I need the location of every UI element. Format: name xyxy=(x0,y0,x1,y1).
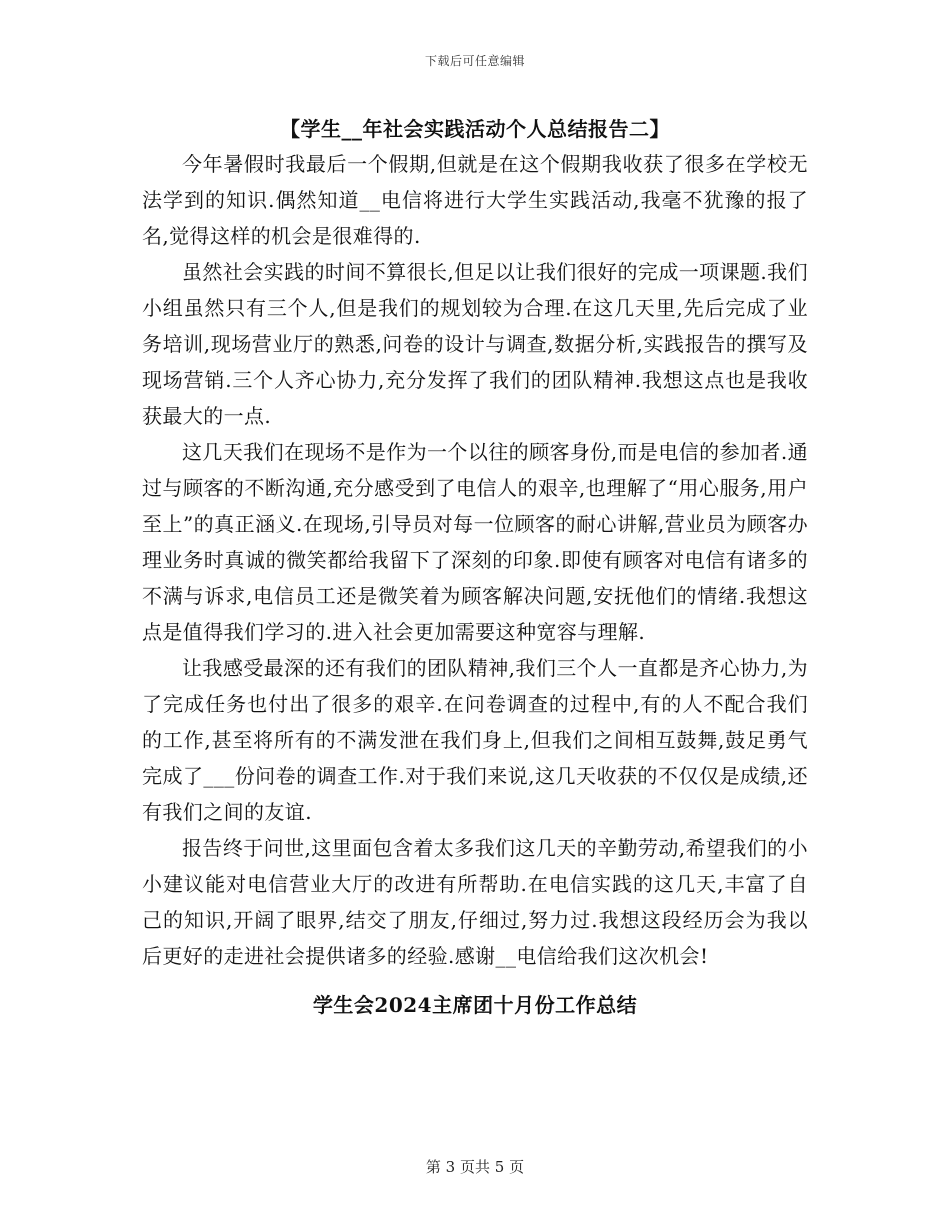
page-header-note: 下载后可任意编辑 xyxy=(424,54,525,68)
paragraph-5: 报告终于问世,这里面包含着太多我们这几天的辛勤劳动,希望我们的小小建议能对电信营业大厅的改进有所帮助.在电信实践的这几天,丰富了自己的知识,开阔了眼界,结交了朋友,仔细过,努力过.我想这段经历会为我以后更好的走进社会提供诸多的经验.感谢__电信给我们这次机会! xyxy=(142,836,808,968)
document-body xyxy=(142,112,808,1022)
page-number: 第 3 页共 5 页 xyxy=(425,1158,525,1176)
paragraph-4: 让我感受最深的还有我们的团队精神,我们三个人一直都是齐心协力,为了完成任务也付出了很多的艰辛.在问卷调查的过程中,有的人不配合我们的工作,甚至将所有的不满发泄在我们身上,但我们之间相互鼓舞,鼓足勇气完成了___份问卷的调查工作.对于我们来说,这几天收获的不仅仅是成绩,还有我们之间的友谊. xyxy=(142,656,808,824)
paragraph-2: 虽然社会实践的时间不算很长,但足以让我们很好的完成一项课题.我们小组虽然只有三个人,但是我们的规划较为合理.在这几天里,先后完成了业务培训,现场营业厅的熟悉,问卷的设计与调查,数据分析,实践报告的撰写及现场营销.三个人齐心协力,充分发挥了我们的团队精神.我想这点也是我收获最大的一点. xyxy=(142,260,808,428)
paragraph-3: 这几天我们在现场不是作为一个以往的顾客身份,而是电信的参加者.通过与顾客的不断沟通,充分感受到了电信人的艰辛,也理解了“用心服务,用户至上”的真正涵义.在现场,引导员对每一位顾客的耐心讲解,营业员为顾客办理业务时真诚的微笑都给我留下了深刻的印象.即使有顾客对电信有诸多的不满与诉求,电信员工还是微笑着为顾客解决问题,安抚他们的情绪.我想这点是值得我们学习的.进入社会更加需要这种宽容与理解. xyxy=(142,440,808,644)
paragraph-1: 今年暑假时我最后一个假期,但就是在这个假期我收获了很多在学校无法学到的知识.偶然知道__电信将进行大学生实践活动,我毫不犹豫的报了名,觉得这样的机会是很难得的. xyxy=(142,152,808,248)
next-section-title: 学生会2024主席团十月份工作总结 xyxy=(312,993,638,1017)
document-title: 【学生__年社会实践活动个人总结报告二】 xyxy=(280,117,670,141)
